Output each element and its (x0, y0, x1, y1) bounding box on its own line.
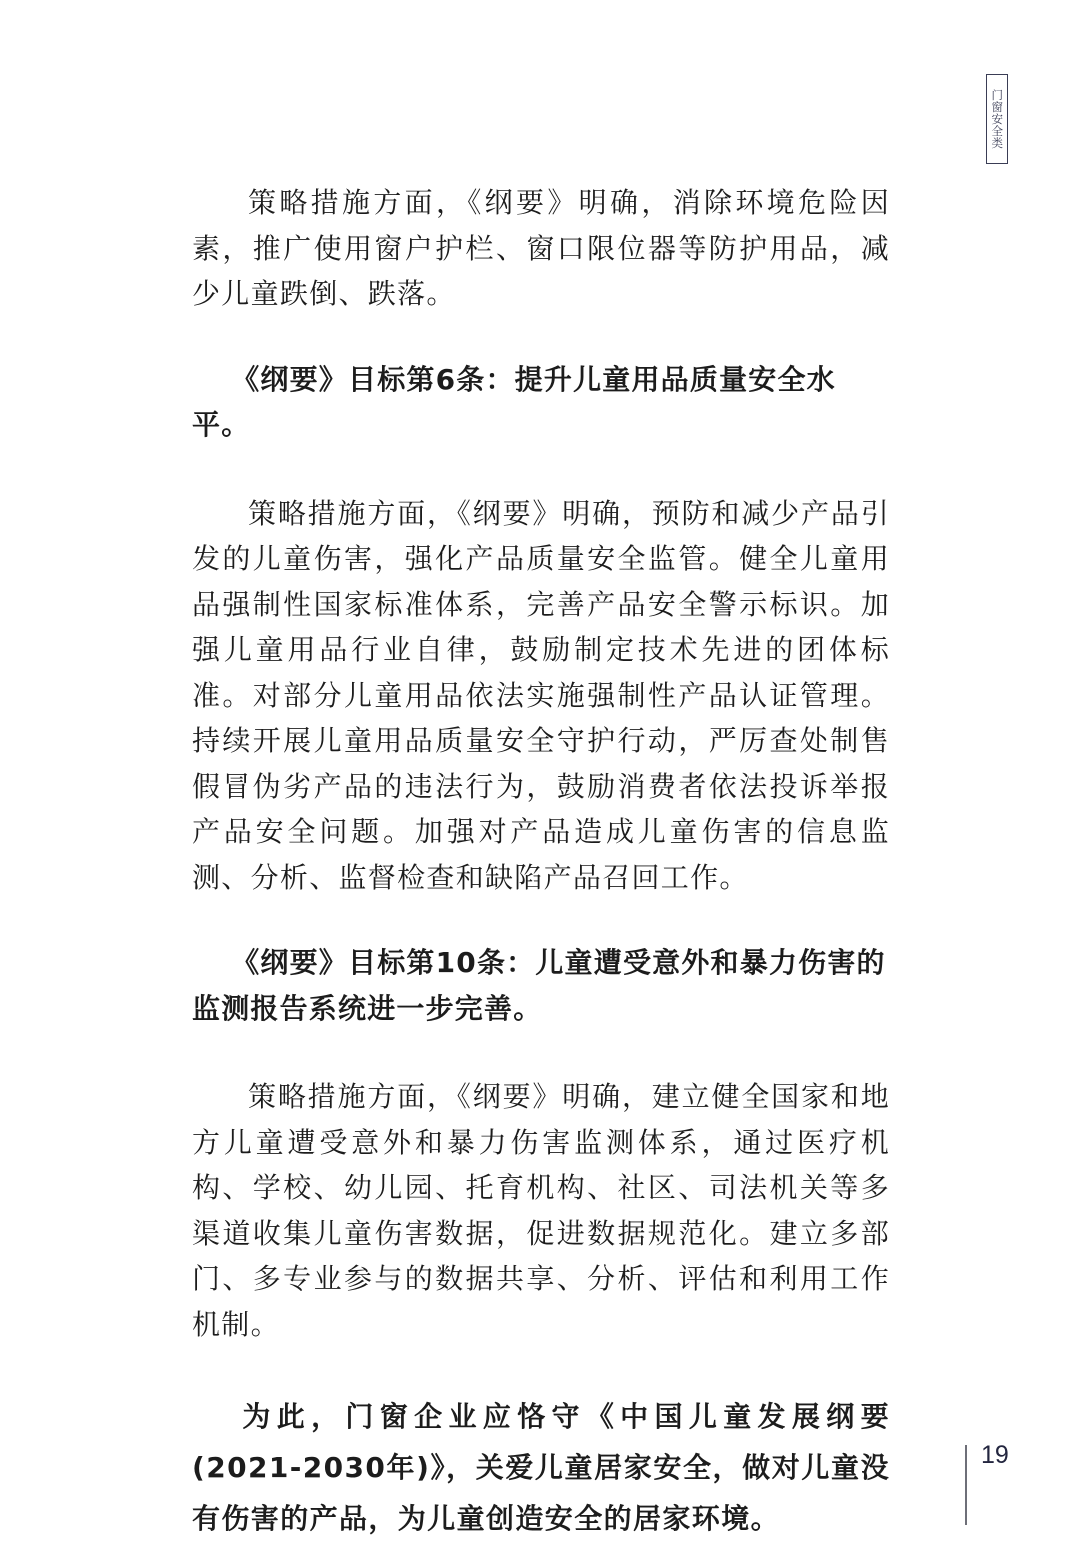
heading-goal-6: 《纲要》目标第6条：提升儿童用品质量安全水平。 (192, 362, 836, 441)
footer-divider (965, 1445, 967, 1525)
page-number: 19 (981, 1441, 1009, 1469)
closing-statement: 为此，门窗企业应恪守《中国儿童发展纲要(2021-2030年)》，关爱儿童居家安全，做对儿童没有伤害的产品，为儿童创造安全的居家环境。 (192, 1400, 890, 1535)
page-content (192, 180, 890, 1544)
section-tab-label: 门窗安全类 (990, 89, 1005, 149)
section-tab (986, 74, 1008, 164)
paragraph-product-safety: 策略措施方面，《纲要》明确，预防和减少产品引发的儿童伤害，强化产品质量安全监管。健全儿童用品强制性国家标准体系，完善产品安全警示标识。加强儿童用品行业自律，鼓励制定技术先进的团体标准。对部分儿童用品依法实施强制性产品认证管理。持续开展儿童用品质量安全守护行动，严厉查处制售假冒伪劣产品的违法行为，鼓励消费者依法投诉举报产品安全问题。加强对产品造成儿童伤害的信息监测、分析、监督检查和缺陷产品召回工作。 (192, 496, 890, 894)
heading-goal-10: 《纲要》目标第10条：儿童遭受意外和暴力伤害的监测报告系统进一步完善。 (192, 946, 886, 1025)
paragraph-monitoring-system: 策略措施方面，《纲要》明确，建立健全国家和地方儿童遭受意外和暴力伤害监测体系，通过医疗机构、学校、幼儿园、托育机构、社区、司法机关等多渠道收集儿童伤害数据，促进数据规范化。建立多部门、多专业参与的数据共享、分析、评估和利用工作机制。 (192, 1080, 890, 1341)
page-footer (963, 1441, 1043, 1525)
paragraph-window-guards: 策略措施方面，《纲要》明确，消除环境危险因素，推广使用窗户护栏、窗口限位器等防护用品，减少儿童跌倒、跌落。 (192, 186, 890, 310)
